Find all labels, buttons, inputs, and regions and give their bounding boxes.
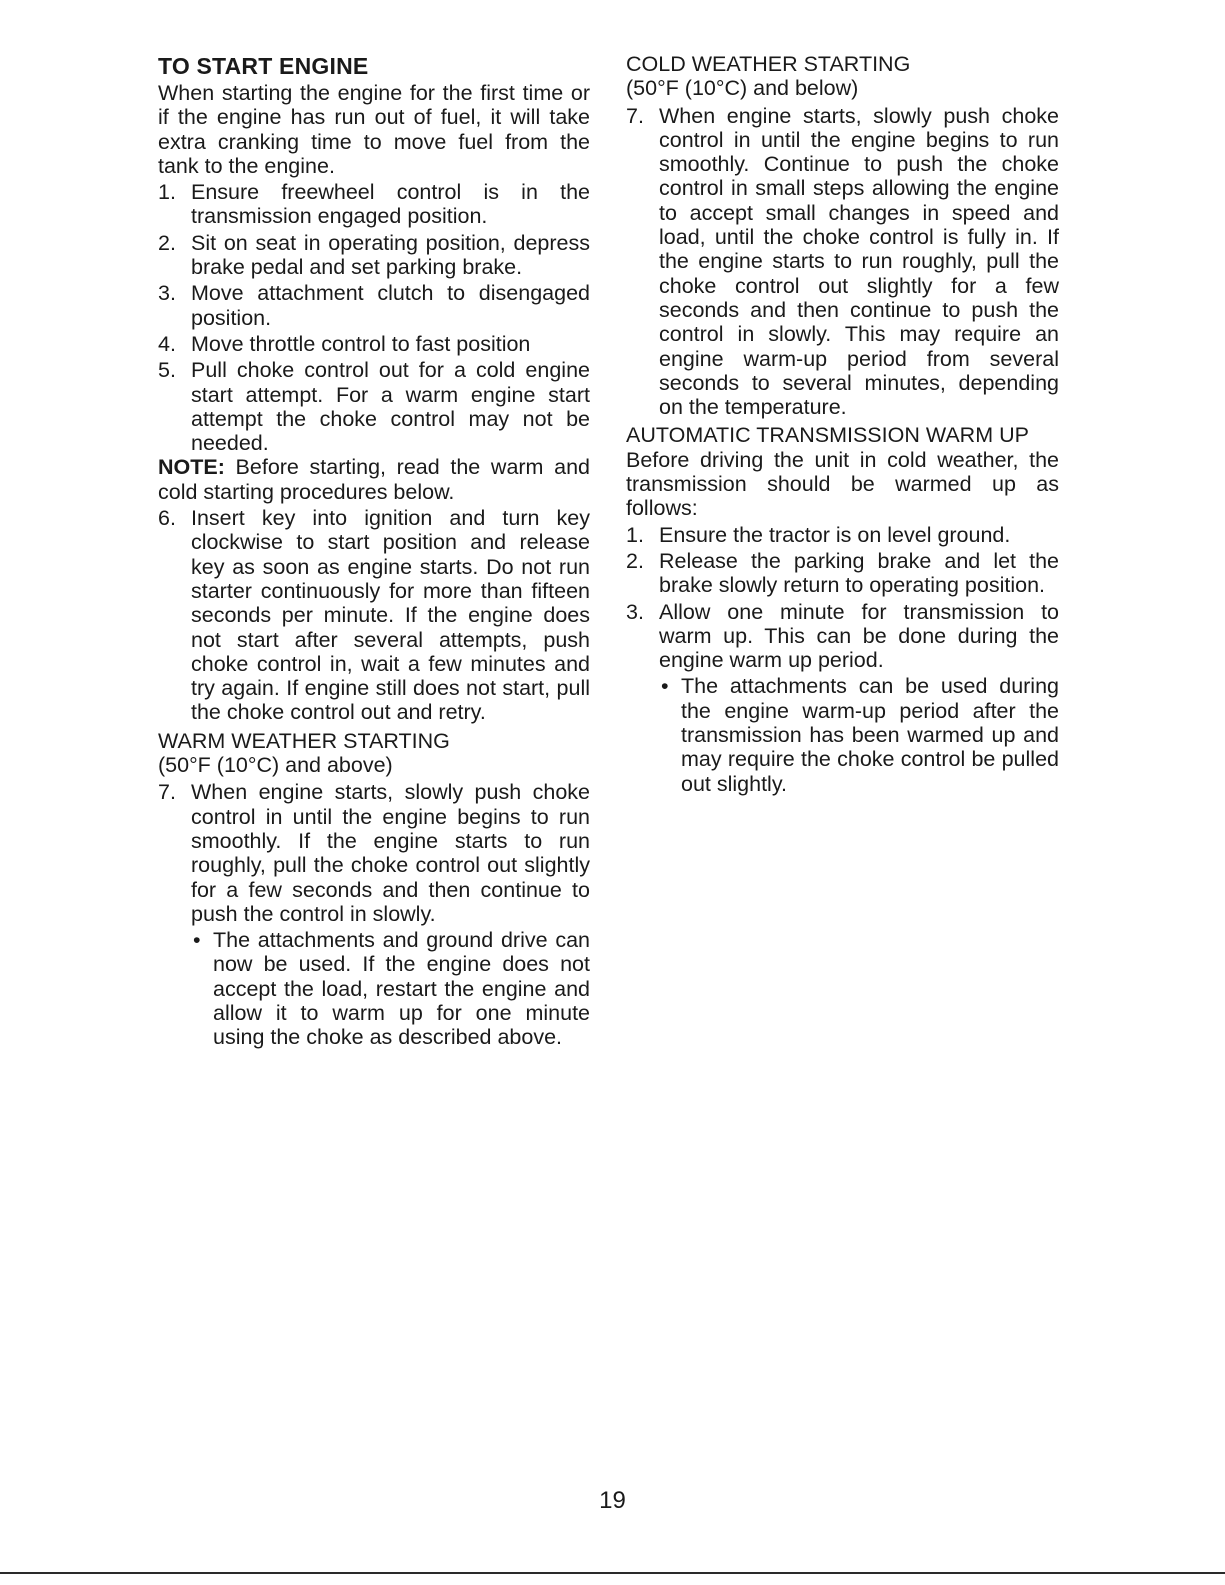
- warm-weather-bullets: [191, 928, 590, 1049]
- step-number: 6.: [158, 506, 176, 531]
- bullet-text: The attachments and ground drive can now be used. If the engine does not accept the load, restart the engine and allow it to warm up for one minute using the choke as described above.: [213, 928, 590, 1050]
- left-column: [158, 52, 590, 1050]
- step-number: 1.: [158, 180, 176, 205]
- list-item: [158, 506, 590, 725]
- step-text: Sit on seat in operating position, depress brake pedal and set parking brake.: [191, 230, 590, 280]
- step-text: Allow one minute for transmission to warm up. This can be done during the engine warm up period.: [659, 599, 1059, 673]
- step-text: When engine starts, slowly push choke control in until the engine begins to run smoothly. Continue to push the choke control in small steps allowing the engine to accept small changes in speed and load, until the choke control is fully in. If the engine starts to run roughly, pull the choke control out slightly for a few seconds and then continue to push the control in slowly. This may require an engine warm-up period from several seconds to several minutes, depending on the temperature.: [659, 103, 1059, 420]
- step-number: 7.: [158, 780, 176, 805]
- step-text: Move attachment clutch to disengaged position.: [191, 281, 590, 330]
- step-text: Ensure the tractor is on level ground.: [659, 522, 1011, 547]
- auto-transmission-steps: [626, 523, 1059, 796]
- list-item: [158, 231, 590, 280]
- note-paragraph: [158, 455, 590, 504]
- list-item: [191, 928, 590, 1049]
- cold-weather-range: (50°F (10°C) and below): [626, 76, 859, 101]
- bullet-text: The attachments can be used during the engine warm-up period after the transmission has been warmed up and may require the choke control be pulled out slightly.: [681, 674, 1059, 796]
- auto-transmission-intro: Before driving the unit in cold weather, the transmission should be warmed up as follows:: [626, 447, 1059, 521]
- warm-weather-steps: [158, 780, 590, 1049]
- step-number: 4.: [158, 331, 176, 356]
- step-number: 1.: [626, 522, 644, 547]
- step-text: Move throttle control to fast position: [191, 331, 531, 356]
- step-number: 3.: [626, 599, 644, 624]
- list-item: [626, 600, 1059, 796]
- right-column: [626, 52, 1059, 796]
- bullet-icon: •: [193, 928, 201, 953]
- bullet-icon: •: [661, 674, 669, 699]
- cold-weather-steps: [626, 104, 1059, 420]
- cold-weather-heading: COLD WEATHER STARTING: [626, 52, 911, 76]
- step-number: 7.: [626, 103, 644, 128]
- start-steps-list: [158, 180, 590, 455]
- list-item: [659, 674, 1059, 795]
- step-text: When engine starts, slowly push choke control in until the engine begins to run smoothly. If the engine starts to run roughly, pull the choke control out slightly for a few seconds and then continue to push the control in slowly.: [191, 780, 590, 926]
- section-title: TO START ENGINE: [158, 53, 369, 79]
- list-item: [158, 332, 590, 356]
- list-item: [158, 780, 590, 1049]
- ignition-step-list: [158, 506, 590, 725]
- warm-weather-range: (50°F (10°C) and above): [158, 753, 393, 778]
- step-number: 2.: [158, 230, 176, 255]
- bottom-rule: [0, 1572, 1225, 1574]
- list-item: [626, 523, 1059, 547]
- step-text: Ensure freewheel control is in the transmission engaged position.: [191, 180, 590, 229]
- step-number: 2.: [626, 548, 644, 573]
- warm-weather-heading: WARM WEATHER STARTING: [158, 728, 450, 753]
- step-number: 3.: [158, 281, 176, 306]
- list-item: [158, 180, 590, 229]
- intro-paragraph: When starting the engine for the first time or if the engine has run out of fuel, it will take extra cranking time to move fuel from the tank to the engine.: [158, 81, 590, 178]
- list-item: [626, 549, 1059, 598]
- list-item: [158, 358, 590, 455]
- list-item: [158, 281, 590, 330]
- note-text: Before starting, read the warm and cold starting procedures below.: [158, 455, 590, 504]
- auto-transmission-bullets: [659, 674, 1059, 795]
- note-label: NOTE:: [158, 455, 225, 480]
- step-number: 5.: [158, 358, 176, 383]
- step-text: Insert key into ignition and turn key clockwise to start position and release key as soon as engine starts. Do not run starter continuously for more than fifteen seconds per minute. If the engine does not start after several attempts, push choke control in, wait a few minutes and try again. If engine still does not start, pull the choke control out and retry.: [191, 506, 590, 725]
- step-text: Pull choke control out for a cold engine start attempt. For a warm engine start attempt the choke control may not be needed.: [191, 358, 590, 456]
- step-text: Release the parking brake and let the brake slowly return to operating position.: [659, 548, 1059, 598]
- page-number: 19: [599, 1487, 626, 1514]
- list-item: [626, 104, 1059, 420]
- auto-transmission-heading: AUTOMATIC TRANSMISSION WARM UP: [626, 423, 1029, 448]
